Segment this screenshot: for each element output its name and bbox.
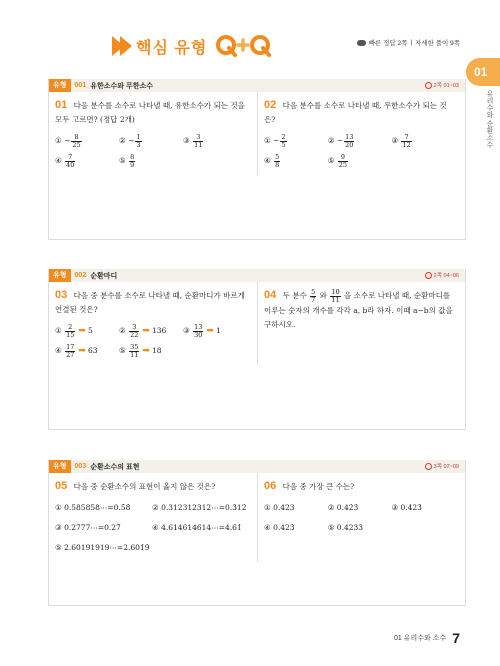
numerator: 2 <box>65 324 75 332</box>
arrow-right-icon: ➡ <box>206 326 214 336</box>
fraction <box>129 344 139 359</box>
option-list <box>264 131 457 171</box>
fraction <box>65 324 75 339</box>
denominator: 27 <box>66 350 75 359</box>
denominator: 8 <box>275 160 280 169</box>
page-footer <box>394 630 460 646</box>
arrow-right-icon: ➡ <box>78 326 86 336</box>
fraction <box>280 134 286 149</box>
denominator: 25 <box>72 140 81 149</box>
question-number: 05 <box>55 480 68 492</box>
question-01 <box>49 92 257 175</box>
denominator: 9 <box>130 160 135 169</box>
question-number: 03 <box>55 289 68 301</box>
option-item <box>119 341 183 361</box>
option-item <box>264 151 328 171</box>
numerator: 7 <box>65 154 75 162</box>
option-list <box>55 498 249 558</box>
chapter-vertical-label: 유리수와 순환소수 <box>486 90 493 148</box>
qq-logo-icon <box>215 33 271 59</box>
section-002 <box>48 269 466 430</box>
denominator: 12 <box>402 140 411 149</box>
option-item <box>119 321 183 341</box>
numerator: 7 <box>401 134 411 142</box>
type-number: 002 <box>74 272 87 279</box>
option-item <box>183 321 247 341</box>
question-03 <box>49 282 257 365</box>
option-item <box>119 151 183 171</box>
question-number: 01 <box>55 99 68 111</box>
option-marker: ⑤ <box>327 156 337 165</box>
option-marker: ④ <box>55 156 65 165</box>
numerator: 17 <box>66 342 75 351</box>
option-marker: ① − <box>55 136 71 145</box>
option-item: ④ 0.423̇ <box>264 523 295 532</box>
separator: | <box>410 39 413 46</box>
fraction <box>344 134 354 149</box>
denominator: 20 <box>345 140 354 149</box>
option-marker: ② − <box>327 136 344 145</box>
repeat-value: 5 <box>87 326 93 335</box>
fraction <box>65 154 75 169</box>
numerator: 9 <box>338 154 348 162</box>
question-text: 와 <box>317 291 330 300</box>
option-item: ① 0.585858⋯=0.5̇8̇ <box>55 503 131 512</box>
option-marker: ③ <box>183 136 193 145</box>
denominator: 11 <box>194 140 203 149</box>
question-04 <box>257 282 465 365</box>
fraction <box>135 134 141 149</box>
question-text: 다음 분수를 소수로 나타낼 때, 유한소수가 되는 것을 모두 고르면? (정답 2개) <box>55 101 245 124</box>
page-number: 7 <box>452 630 460 646</box>
fraction: $\frac{10}{11}$ <box>331 287 340 304</box>
option-marker: ② − <box>119 136 135 145</box>
option-item: ① 0.423 <box>264 503 295 512</box>
numerator: 35 <box>130 342 139 351</box>
denominator: 3 <box>136 140 141 149</box>
option-marker: ④ <box>264 156 274 165</box>
fraction: $\frac{5}{7}$ <box>311 287 316 304</box>
option-item: ③ 0.4̇23̇ <box>391 503 422 512</box>
numerator: 3 <box>129 324 139 332</box>
option-item <box>55 341 119 361</box>
numerator: 8 <box>71 134 81 142</box>
question-number: 02 <box>264 99 277 111</box>
option-item: ④ 4.614614614⋯=4.6̇1̇ <box>152 523 242 532</box>
fraction <box>65 344 75 359</box>
question-text: 두 분수 <box>282 291 310 300</box>
option-item: ③ 0.2777⋯=0.27̇ <box>55 523 121 532</box>
section-header <box>49 79 465 92</box>
footer-chapter: 01 유리수와 소수 <box>393 635 447 642</box>
fraction <box>71 134 81 149</box>
fraction <box>193 324 203 339</box>
section-001 <box>48 79 466 240</box>
option-marker: ① − <box>264 136 280 145</box>
type-title: 유한소수와 무한소수 <box>90 82 154 90</box>
question-number: 06 <box>264 480 277 492</box>
section-header <box>49 269 465 282</box>
option-marker: ③ <box>391 136 401 145</box>
type-number: 001 <box>74 82 87 89</box>
denominator: 11 <box>130 350 139 359</box>
option-list <box>55 131 249 171</box>
detail-answer-label: 자세한 풀이 9쪽 <box>415 40 460 47</box>
arrow-right-icon: ➡ <box>142 346 150 356</box>
section-header <box>49 460 465 473</box>
fraction <box>401 134 411 149</box>
page-title: 핵심 유형 <box>136 39 208 57</box>
type-tag: 유형 <box>49 79 71 92</box>
option-item <box>391 131 455 151</box>
denominator: 40 <box>66 160 75 169</box>
option-item: ② 0.312312312⋯=0.3̇12̇ <box>152 503 247 512</box>
option-item: ⑤ 0.4233 <box>327 523 364 532</box>
answer-reference <box>357 38 460 47</box>
type-tag: 유형 <box>49 269 71 282</box>
option-list <box>55 321 249 361</box>
option-item <box>55 151 119 171</box>
section-003 <box>48 460 466 606</box>
type-title: 순환소수의 표현 <box>90 463 140 471</box>
numerator: 1 <box>136 132 141 141</box>
type-title: 순환마디 <box>90 272 118 280</box>
option-marker: ② <box>119 326 129 335</box>
question-05 <box>49 473 257 562</box>
section-ref: 2쪽 04~06 <box>425 271 459 279</box>
section-ref: 3쪽 07~09 <box>425 462 459 470</box>
page-header <box>112 33 271 59</box>
arrow-right-icon: ➡ <box>142 326 150 336</box>
numerator: 8 <box>130 152 135 161</box>
fraction <box>129 154 135 169</box>
arrow-right-icon: ➡ <box>78 346 86 356</box>
numerator: 13 <box>345 132 354 141</box>
question-06 <box>257 473 465 562</box>
option-marker: ⑤ <box>119 156 129 165</box>
denominator: 15 <box>66 330 75 339</box>
numerator: 13 <box>194 322 203 331</box>
chapter-tab: 01 <box>466 58 500 86</box>
option-item <box>119 131 183 151</box>
option-item <box>264 131 328 151</box>
option-marker: ③ <box>183 326 193 335</box>
option-item <box>55 131 119 151</box>
option-item <box>55 321 119 341</box>
fast-answer-label: 빠른 정답 2쪽 <box>368 40 408 47</box>
repeat-value: 1 <box>215 326 221 335</box>
option-item: ② 0.42̇3̇ <box>327 503 359 512</box>
question-text: 다음 분수를 소수로 나타낼 때, 무한소수가 되는 것은? <box>264 101 447 124</box>
fraction <box>274 154 280 169</box>
fraction <box>193 134 203 149</box>
denominator: 25 <box>338 160 348 169</box>
question-number: 04 <box>264 289 277 301</box>
option-item <box>328 131 392 151</box>
section-ref: 2쪽 01~03 <box>425 81 459 89</box>
option-marker: ① <box>55 326 65 335</box>
type-tag: 유형 <box>49 460 71 473</box>
fraction <box>129 324 139 339</box>
option-marker: ④ <box>55 346 65 355</box>
fraction <box>338 154 348 169</box>
option-item: ⑤ 2.60191919⋯=2.601̇9̇ <box>55 543 150 552</box>
question-text: 다음 중 순환소수의 표현이 옳지 않은 것은? <box>73 482 216 491</box>
numerator: 5 <box>275 152 280 161</box>
option-list <box>264 498 457 538</box>
question-text: 다음 중 가장 큰 수는? <box>282 482 355 491</box>
option-item <box>183 131 247 151</box>
type-number: 003 <box>74 463 87 470</box>
option-marker: ⑤ <box>119 346 129 355</box>
repeat-value: 136 <box>151 326 167 335</box>
denominator: 22 <box>130 330 139 339</box>
numerator: 3 <box>193 134 203 142</box>
question-02 <box>257 92 465 175</box>
numerator: 2 <box>281 132 286 141</box>
denominator: 30 <box>194 330 203 339</box>
pill-icon <box>357 40 366 46</box>
question-text: 을 소수로 나타낼 때, 순환마디를 이루는 숫자의 개수를 각각 a, b라 하자. 이때 a−b의 값을 구하시오. <box>264 291 453 329</box>
question-text: 다음 중 분수를 소수로 나타낼 때, 순환마디가 바르게 연결된 것은? <box>55 291 245 314</box>
chevron-right-icon <box>120 36 132 56</box>
repeat-value: 18 <box>151 346 162 355</box>
option-item <box>328 151 392 171</box>
repeat-value: 63 <box>87 346 98 355</box>
denominator: 5 <box>281 140 286 149</box>
